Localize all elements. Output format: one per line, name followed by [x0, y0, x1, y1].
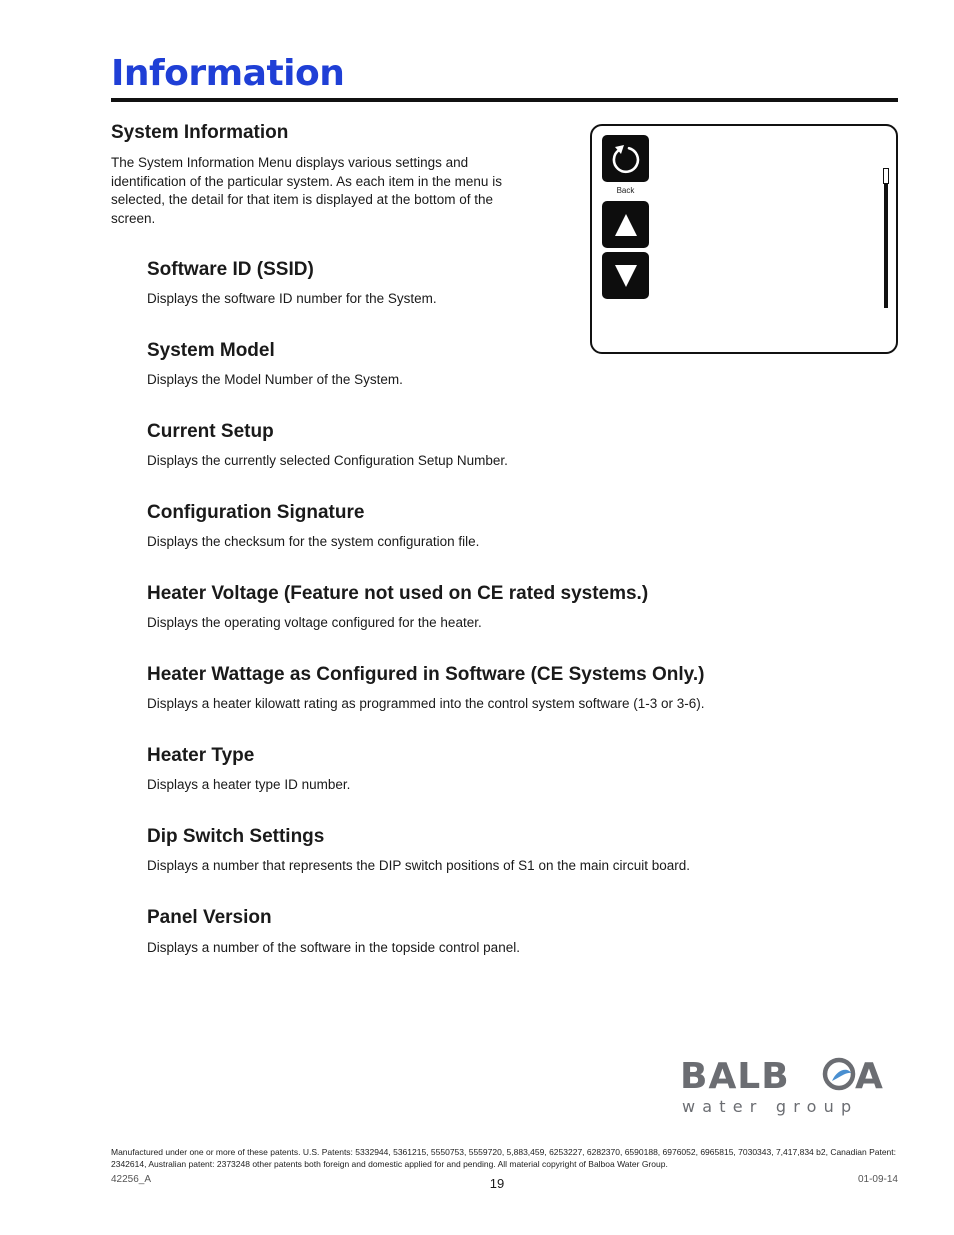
section-body-software-id: Displays the software ID number for the System.: [147, 291, 437, 306]
balboa-water-group-logo: [680, 1055, 902, 1117]
back-label: Back: [616, 186, 635, 195]
section-heading-heater-wattage: Heater Wattage as Configured in Software (CE Systems Only.): [147, 664, 705, 685]
section-heading-software-id: Software ID (SSID): [147, 259, 314, 280]
page-number: 19: [489, 1176, 505, 1191]
system-information-heading: System Information: [111, 122, 289, 143]
section-heading-heater-voltage: Heater Voltage (Feature not used on CE rated systems.): [147, 583, 649, 604]
section-heading-panel-version: Panel Version: [147, 907, 272, 928]
section-heading-configuration-signature: Configuration Signature: [147, 502, 365, 523]
section-body-current-setup: Displays the currently selected Configuration Setup Number.: [147, 453, 508, 468]
section-body-heater-type: Displays a heater type ID number.: [147, 777, 351, 792]
svg-text:A: A: [855, 1056, 883, 1097]
down-arrow-icon: [611, 261, 641, 291]
section-body-configuration-signature: Displays the checksum for the system configuration file.: [147, 534, 480, 549]
back-icon: [608, 141, 644, 177]
page-title: Information: [111, 53, 345, 94]
title-divider: [111, 98, 898, 102]
down-button[interactable]: [602, 252, 649, 299]
section-heading-current-setup: Current Setup: [147, 421, 274, 442]
document-id: 42256_A: [111, 1174, 152, 1185]
section-body-dip-switch: Displays a number that represents the DIP switch positions of S1 on the main circuit board.: [147, 858, 691, 873]
svg-text:water group: water group: [682, 1097, 859, 1116]
scrollbar-track[interactable]: [884, 168, 888, 308]
section-body-heater-voltage: Displays the operating voltage configured for the heater.: [147, 615, 482, 630]
section-body-heater-wattage: Displays a heater kilowatt rating as programmed into the control system software (1-3 or 3-6).: [147, 696, 705, 711]
section-body-panel-version: Displays a number of the software in the topside control panel.: [147, 940, 520, 955]
section-body-system-model: Displays the Model Number of the System.: [147, 372, 403, 387]
system-information-body: The System Information Menu displays various settings and identification of the particular system. As each item in the menu is selected, the detail for that item is displayed at the bottom of the screen.: [111, 155, 502, 226]
patent-notice: Manufactured under one or more of these patents. U.S. Patents: 5332944, 5361215, 5550753, 5559720, 5,883,459, 6253227, 6282370, 6590188, 6976052, 6965815, 7030343, 7,417,834 b2, Canadian Patent: 2342614, Australian patent: 2373248 other patents both foreign and domestic applied for and pending. All material copyright of Balboa Water Group.: [111, 1147, 897, 1169]
section-heading-heater-type: Heater Type: [147, 745, 255, 766]
control-panel-screen: [590, 124, 898, 354]
svg-text:BALB: BALB: [680, 1056, 790, 1097]
back-button[interactable]: [602, 135, 649, 182]
up-button[interactable]: [602, 201, 649, 248]
section-heading-dip-switch: Dip Switch Settings: [147, 826, 325, 847]
scrollbar-thumb[interactable]: [883, 168, 889, 184]
up-arrow-icon: [611, 210, 641, 240]
section-heading-system-model: System Model: [147, 340, 275, 361]
document-date: 01-09-14: [857, 1174, 898, 1185]
